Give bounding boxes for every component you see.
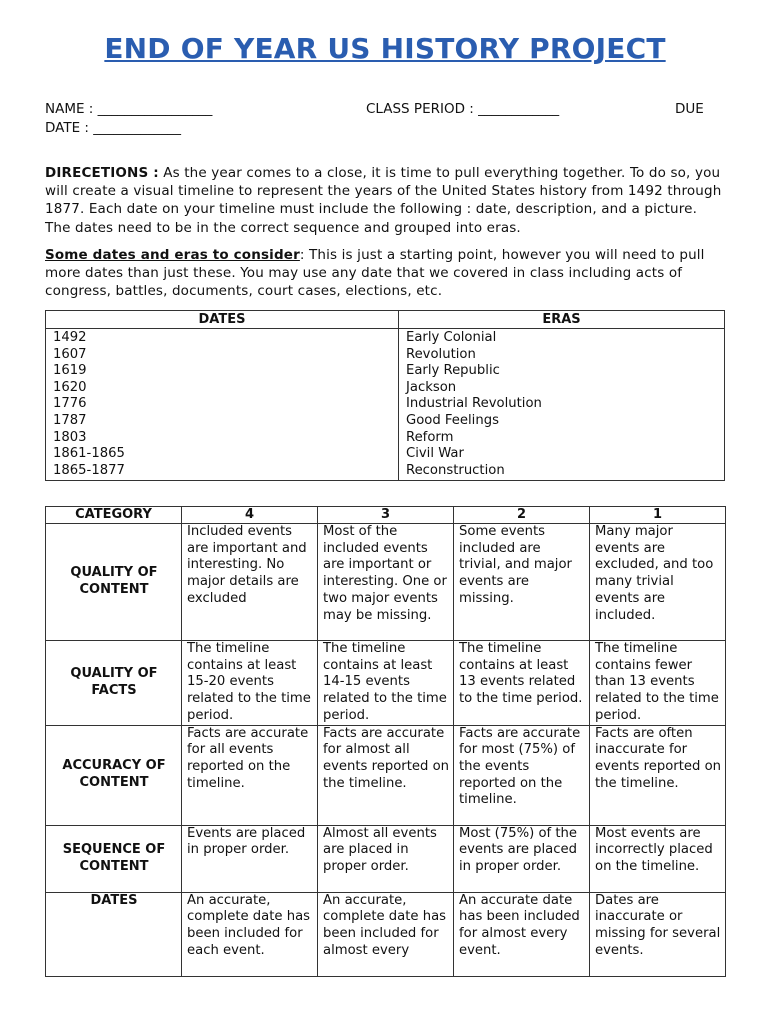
rubric-cell: Almost all events are placed in proper order. <box>318 825 454 892</box>
rubric-cell: An accurate date has been included for almost every event. <box>454 892 590 976</box>
rubric-cell: Events are placed in proper order. <box>182 825 318 892</box>
dates-table-body-row <box>46 329 725 481</box>
era-item: Good Feelings <box>406 412 499 428</box>
date-item: 1865-1877 <box>53 462 125 478</box>
date-item: 1607 <box>53 346 87 362</box>
directions-label: DIRECETIONS : <box>45 165 159 181</box>
rubric-row-accuracy-of-content <box>46 725 726 825</box>
rubric-cell: Some events included are trivial, and major events are missing. <box>454 524 590 641</box>
rubric-cell: Most events are incorrectly placed on the timeline. <box>590 825 726 892</box>
rubric-header-row <box>46 507 726 524</box>
rubric-cell: The timeline contains fewer than 13 events related to the time period. <box>590 641 726 726</box>
name-field-label: NAME : _________________ <box>45 101 213 117</box>
eras-column-header: ERAS <box>399 311 725 329</box>
rubric-cell: Most (75%) of the events are placed in proper order. <box>454 825 590 892</box>
rubric-category-cell: ACCURACY OF CONTENT <box>46 725 182 825</box>
class-period-field-label: CLASS PERIOD : ____________ <box>366 101 560 117</box>
rubric-header-category: CATEGORY <box>46 507 182 524</box>
rubric-row-sequence-of-content <box>46 825 726 892</box>
rubric-category-cell: QUALITY OF FACTS <box>46 641 182 726</box>
rubric-cell: The timeline contains at least 13 events related to the time period. <box>454 641 590 726</box>
dates-eras-table <box>45 310 725 481</box>
date-item: 1492 <box>53 330 87 345</box>
directions-paragraph <box>45 164 725 237</box>
due-label: DUE <box>675 101 704 117</box>
rubric-row-quality-of-facts <box>46 641 726 726</box>
rubric-cell: Facts are accurate for almost all events reported on the timeline. <box>318 725 454 825</box>
dates-table-header-row <box>46 311 725 329</box>
rubric-category-cell: QUALITY OF CONTENT <box>46 524 182 641</box>
rubric-category-cell: SEQUENCE OF CONTENT <box>46 825 182 892</box>
era-item: Early Colonial <box>406 330 497 345</box>
era-item: Reform <box>406 429 454 445</box>
directions-text: As the year comes to a close, it is time to pull everything together. To do so, you will create a visual timeline to represent the years of the United States history from 1492 through 1877. Each date on your timeline must include the following : date, description, and a picture. The dates need to be in the correct sequence and grouped into eras. <box>45 165 722 236</box>
rubric-cell: Included events are important and interesting. No major details are excluded <box>182 524 318 641</box>
rubric-cell: Many major events are excluded, and too many trivial events are included. <box>590 524 726 641</box>
rubric-cell: Facts are often inaccurate for events reported on the timeline. <box>590 725 726 825</box>
rubric-header-score-3: 3 <box>318 507 454 524</box>
dates-column-header: DATES <box>46 311 399 329</box>
rubric-row-quality-of-content <box>46 524 726 641</box>
date-item: 1787 <box>53 412 87 428</box>
rubric-cell: The timeline contains at least 15-20 events related to the time period. <box>182 641 318 726</box>
rubric-cell: An accurate, complete date has been included for each event. <box>182 892 318 976</box>
page-title: END OF YEAR US HISTORY PROJECT <box>104 32 666 65</box>
era-item: Civil War <box>406 446 464 462</box>
consider-paragraph <box>45 246 725 301</box>
rubric-category-cell: DATES <box>46 892 182 976</box>
date-item: 1619 <box>53 363 87 379</box>
rubric-header-score-4: 4 <box>182 507 318 524</box>
rubric-cell: Most of the included events are important or interesting. One or two major events may be missing. <box>318 524 454 641</box>
eras-list <box>399 329 725 481</box>
dates-list <box>46 329 399 481</box>
date-field-label: DATE : _____________ <box>45 120 182 136</box>
date-item: 1620 <box>53 379 87 395</box>
rubric-cell: Facts are accurate for all events reported on the timeline. <box>182 725 318 825</box>
era-item: Revolution <box>406 346 476 362</box>
rubric-row-dates <box>46 892 726 976</box>
era-item: Jackson <box>406 379 457 395</box>
rubric-cell: An accurate, complete date has been included for almost every <box>318 892 454 976</box>
date-item: 1861-1865 <box>53 446 125 462</box>
rubric-header-score-1: 1 <box>590 507 726 524</box>
rubric-header-score-2: 2 <box>454 507 590 524</box>
era-item: Reconstruction <box>406 462 505 478</box>
consider-label: Some dates and eras to consider <box>45 247 300 263</box>
date-item: 1776 <box>53 396 87 412</box>
era-item: Early Republic <box>406 363 500 379</box>
rubric-cell: Facts are accurate for most (75%) of the events reported on the timeline. <box>454 725 590 825</box>
date-item: 1803 <box>53 429 87 445</box>
rubric-cell: Dates are inaccurate or missing for several events. <box>590 892 726 976</box>
rubric-cell: The timeline contains at least 14-15 events related to the time period. <box>318 641 454 726</box>
consider-text: : This is just a starting point, however you will need to pull more dates than just these. You may use any date that we covered in class including acts of congress, battles, documents, court cases, elections, etc. <box>45 247 705 300</box>
era-item: Industrial Revolution <box>406 396 542 412</box>
rubric-table <box>45 506 726 977</box>
